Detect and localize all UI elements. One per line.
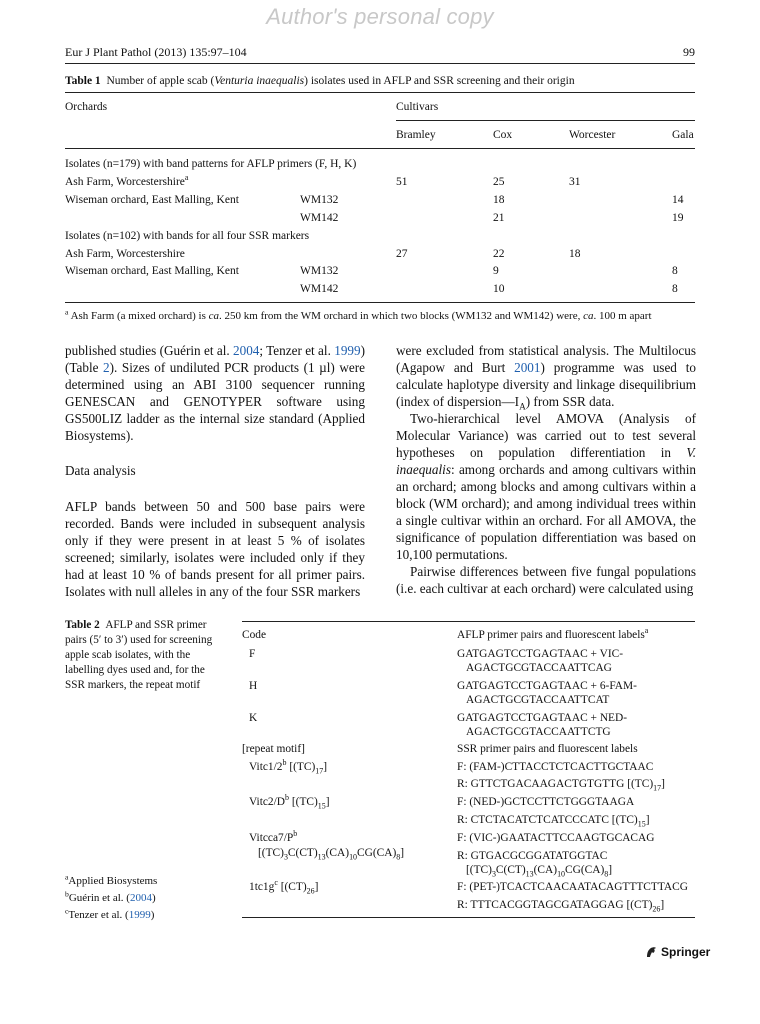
table-cell: 18 [569, 248, 581, 260]
table2-vitc2d-forward: F: (NED-)GCTCCTTCTGGGTAAGA [457, 796, 635, 808]
footnote-text: ) [150, 909, 155, 921]
table1-top-rule [65, 92, 695, 93]
table1-caption-text: Number of apple scab ( [106, 75, 215, 87]
table1-col-bramley: Bramley [396, 129, 436, 141]
citation-link[interactable]: 1999 [128, 909, 151, 921]
motif-end: ] [645, 814, 650, 826]
table1-col-worcester: Worcester [569, 129, 616, 141]
footnote-text: ) [151, 892, 156, 904]
footnote-text: . 250 km from the WM orchard in which two blocks (WM132 and WM142) were, [219, 310, 584, 322]
section-heading: Data analysis [65, 463, 136, 478]
footnote-mark: a [184, 173, 189, 183]
citation-link[interactable]: 2004 [129, 892, 152, 904]
journal-citation: Eur J Plant Pathol (2013) 135:97–104 [65, 45, 247, 59]
table2-k-line2: AGACTGCGTACCAATTCTG [466, 726, 611, 738]
subscript: A [519, 401, 526, 412]
table1-caption [65, 74, 695, 89]
table2-1tc1g-reverse [457, 898, 664, 913]
table2-vitcca7p-motif: $[(TC)_3C(CT)_{13}(CA)_{10}CG(CA)_8]$ [258, 847, 405, 862]
primer: R: CTCTACATCTCATCCCATC [(TC) [457, 814, 638, 826]
table2-caption-text: AFLP and SSR primer pairs (5′ to 3′) used for screening apple scab isolates, with the labelling dyes used and, for the SSR markers, the repeat motif [65, 619, 213, 691]
orchard-name: Ash Farm, Worcestershire [65, 176, 185, 188]
footnote-text: . 100 m apart [593, 310, 652, 322]
table1-col-orchards: Orchards [65, 101, 108, 113]
table2-vitcca7p-reverse-motif: $[(TC)_3C(CT)_{13}(CA)_{10}CG(CA)_8]$ [466, 864, 613, 879]
subscript: 15 [637, 819, 646, 829]
footnote-mark: c [274, 878, 278, 888]
table2-vitcca7p-forward: F: (VIC-)GAATACTTCCAAGTGCACAG [457, 832, 655, 844]
footnote-text: Ash Farm (a mixed orchard) is [68, 310, 209, 322]
footnote-mark: b [285, 793, 289, 803]
table2-ssr-header: SSR primer pairs and fluorescent labels [457, 743, 638, 755]
left-column-text [65, 342, 365, 444]
table2-1tc1g-forward: F: (PET-)TCACTCAACAATACAGTTTCTTACG [457, 881, 688, 893]
table2-top-rule [242, 621, 695, 622]
table1-row-ash-farm-ssr: Ash Farm, Worcestershire [65, 248, 185, 260]
table2-vitcca7p-reverse: R: GTGACGCGGATATGGTAC [457, 850, 608, 862]
table1-cultivar-rule [396, 120, 695, 121]
motif-end: ] [314, 881, 319, 893]
table-cell: 22 [493, 248, 505, 260]
paragraph [396, 410, 696, 563]
table2-h-line1: GATGAGTCCTGAGTAAC + 6-FAM- [457, 680, 637, 692]
marker-name: Vitc1/2 [249, 761, 283, 773]
footnote-mark: c [65, 906, 69, 916]
table2-code-h: H [249, 680, 258, 692]
text: : among orchards and among cultivars within an orchard; among blocks and among cultivars within a block (WM orchard); and among individual trees within a single cultivar within an orchard. For all AMOVA, the significance of population differentiation was based on 10,100 permutations. [396, 462, 696, 562]
table-cell: 10 [493, 283, 505, 295]
table1-block-wm142: WM142 [300, 283, 339, 295]
text: ) (Table [65, 343, 366, 375]
table2-vitc12 [249, 760, 327, 775]
table1-col-cultivars: Cultivars [396, 101, 439, 113]
table1-bottom-rule [65, 302, 695, 303]
subscript: 15 [317, 801, 326, 811]
motif-end: ] [660, 899, 665, 911]
marker-name: Vitc2/D [249, 796, 286, 808]
left-column-text-2 [65, 498, 365, 600]
marker-name: Vitcca7/P [249, 832, 294, 844]
table2-code-k: K [249, 712, 258, 724]
table1-label: Table 1 [65, 75, 101, 87]
motif: [(CT) [280, 881, 307, 893]
citation-link[interactable]: 1999 [334, 343, 361, 358]
subscript: 26 [652, 904, 661, 914]
motif: [(TC) [291, 796, 318, 808]
footnote-text: Guérin et al. ( [68, 892, 130, 904]
table1-block-wm132: WM132 [300, 194, 339, 206]
footnote-mark: a [65, 872, 69, 882]
table-cell: 51 [396, 176, 408, 188]
text: ) programme was used to calculate haplotype diversity and linkage disequilibrium (index of dispersion—I [396, 360, 696, 409]
table-cell: 27 [396, 248, 408, 260]
publisher-name: Springer [661, 945, 711, 959]
springer-horse-icon [644, 945, 658, 959]
table2-vitc2d [249, 795, 330, 810]
table1-block-wm132: WM132 [300, 265, 339, 277]
table1-caption-text-end: ) isolates used in AFLP and SSR screening and their origin [304, 75, 575, 87]
footnote-text: Tenzer et al. ( [68, 909, 129, 921]
table-cell: 8 [672, 265, 678, 277]
table2-code-f: F [249, 648, 256, 660]
subscript: 17 [653, 783, 662, 793]
paragraph [65, 342, 365, 444]
table1-row-wiseman: Wiseman orchard, East Malling, Kent [65, 194, 239, 206]
table2-col-aflp [457, 628, 648, 643]
table-link[interactable]: 2 [103, 360, 110, 375]
table-cell: 31 [569, 176, 581, 188]
citation-link[interactable]: 2004 [233, 343, 260, 358]
footnote-mark: b [65, 889, 69, 899]
paragraph: Pairwise differences between five fungal populations (i.e. each cultivar at each orchard) were calculated using [396, 564, 696, 596]
table1-section-aflp: Isolates (n=179) with band patterns for AFLP primers (F, H, K) [65, 158, 357, 170]
motif-end: ] [325, 796, 330, 808]
table-cell: 14 [672, 194, 684, 206]
table1-caption-species: Venturia inaequalis [214, 75, 305, 87]
table-cell: 8 [672, 283, 678, 295]
table-cell: 19 [672, 212, 684, 224]
header-rule [65, 63, 695, 64]
table2-vitc12-forward: F: (FAM-)CTTACCTCTCACTTGCTAAC [457, 761, 654, 773]
footnote-b [65, 890, 157, 907]
footnote-ca: ca [208, 310, 220, 322]
table-cell: 9 [493, 265, 499, 277]
table1-section-ssr: Isolates (n=102) with bands for all four SSR markers [65, 230, 310, 242]
running-header [65, 45, 695, 60]
table2-bottom-rule [242, 917, 695, 918]
header-text: AFLP primer pairs and fluorescent labels [457, 629, 645, 641]
marker-name: 1tc1g [249, 881, 275, 893]
text: were excluded from statistical analysis. The Multilocus (Agapow and Burt [396, 343, 696, 375]
subscript: 17 [315, 766, 324, 776]
footnote-c [65, 907, 157, 924]
motif-end: ] [661, 778, 665, 790]
table1-block-wm142: WM142 [300, 212, 339, 224]
text: ) from SSR data. [525, 394, 615, 409]
table-cell: 21 [493, 212, 505, 224]
table1-header-rule [65, 148, 695, 149]
paragraph: AFLP bands between 50 and 500 base pairs were recorded. Bands were included in subsequent analysis only if they were present in at least 5 % of isolates screened; similarly, isolates were included only if they had at least 10 % of bands present for all primer pairs. Isolates with null alleles in any of the four SSR markers [65, 499, 365, 599]
footnote-mark: b [293, 829, 298, 839]
table-cell: 18 [493, 194, 505, 206]
right-column-text [396, 342, 696, 597]
footnote-ca: ca [583, 310, 594, 322]
table2-footnotes [65, 873, 157, 924]
primer: R: TTTCACGGTAGCGATAGGAG [(CT) [457, 899, 653, 911]
table2-vitc12-reverse [457, 777, 665, 792]
footnote-mark: a [65, 307, 69, 317]
table1-col-cox: Cox [493, 129, 513, 141]
table1-footnote [65, 307, 705, 322]
table2-f-line2: AGACTGCGTACCAATTCAG [466, 662, 612, 674]
species-name: V. inaequalis [396, 445, 696, 477]
table2-vitcca7p [249, 831, 297, 846]
table2-caption [65, 618, 225, 693]
subscript: 26 [306, 886, 315, 896]
table2-1tc1g [249, 880, 318, 895]
page-number: 99 [683, 45, 695, 59]
paragraph [396, 342, 696, 410]
table2-f-line1: GATGAGTCCTGAGTAAC + VIC- [457, 648, 624, 660]
table1-row-ash-farm [65, 173, 189, 188]
publisher-logo [644, 945, 710, 959]
table2-label: Table 2 [65, 619, 100, 631]
table2-repeat-motif: [repeat motif] [242, 743, 305, 755]
footnote-a [65, 873, 157, 890]
table2-k-line1: GATGAGTCCTGAGTAAC + NED- [457, 712, 628, 724]
table2-vitc2d-reverse [457, 813, 649, 828]
table2-h-line2: AGACTGCGTACCAATTCAT [466, 694, 610, 706]
table-cell: 25 [493, 176, 505, 188]
table2-col-code: Code [242, 629, 267, 641]
watermark: Author's personal copy [266, 4, 494, 29]
motif-end: ] [323, 761, 328, 773]
text: Two-hierarchical level AMOVA (Analysis of Molecular Variance) was carried out to test several hypotheses on population differentiation in [396, 411, 696, 460]
footnote-text: Applied Biosystems [68, 875, 158, 887]
text: ; Tenzer et al. [259, 343, 335, 358]
text: ). Sizes of undiluted PCR products (1 µl) were determined using an ABI 3100 sequencer running GENESCAN and GENOTYPER software using GS500LIZ ladder as the internal size standard (Applied Biosystems). [65, 360, 365, 443]
primer: R: GTTCTGACAAGACTGTGTTG [(TC) [457, 778, 654, 790]
footnote-mark: b [282, 758, 287, 768]
table1-row-wiseman-ssr: Wiseman orchard, East Malling, Kent [65, 265, 239, 277]
citation-link[interactable]: 2001 [514, 360, 541, 375]
text: published studies (Guérin et al. [65, 343, 234, 358]
motif: [(TC) [289, 761, 316, 773]
footnote-mark: a [644, 626, 649, 636]
table1-col-gala: Gala [672, 129, 694, 141]
